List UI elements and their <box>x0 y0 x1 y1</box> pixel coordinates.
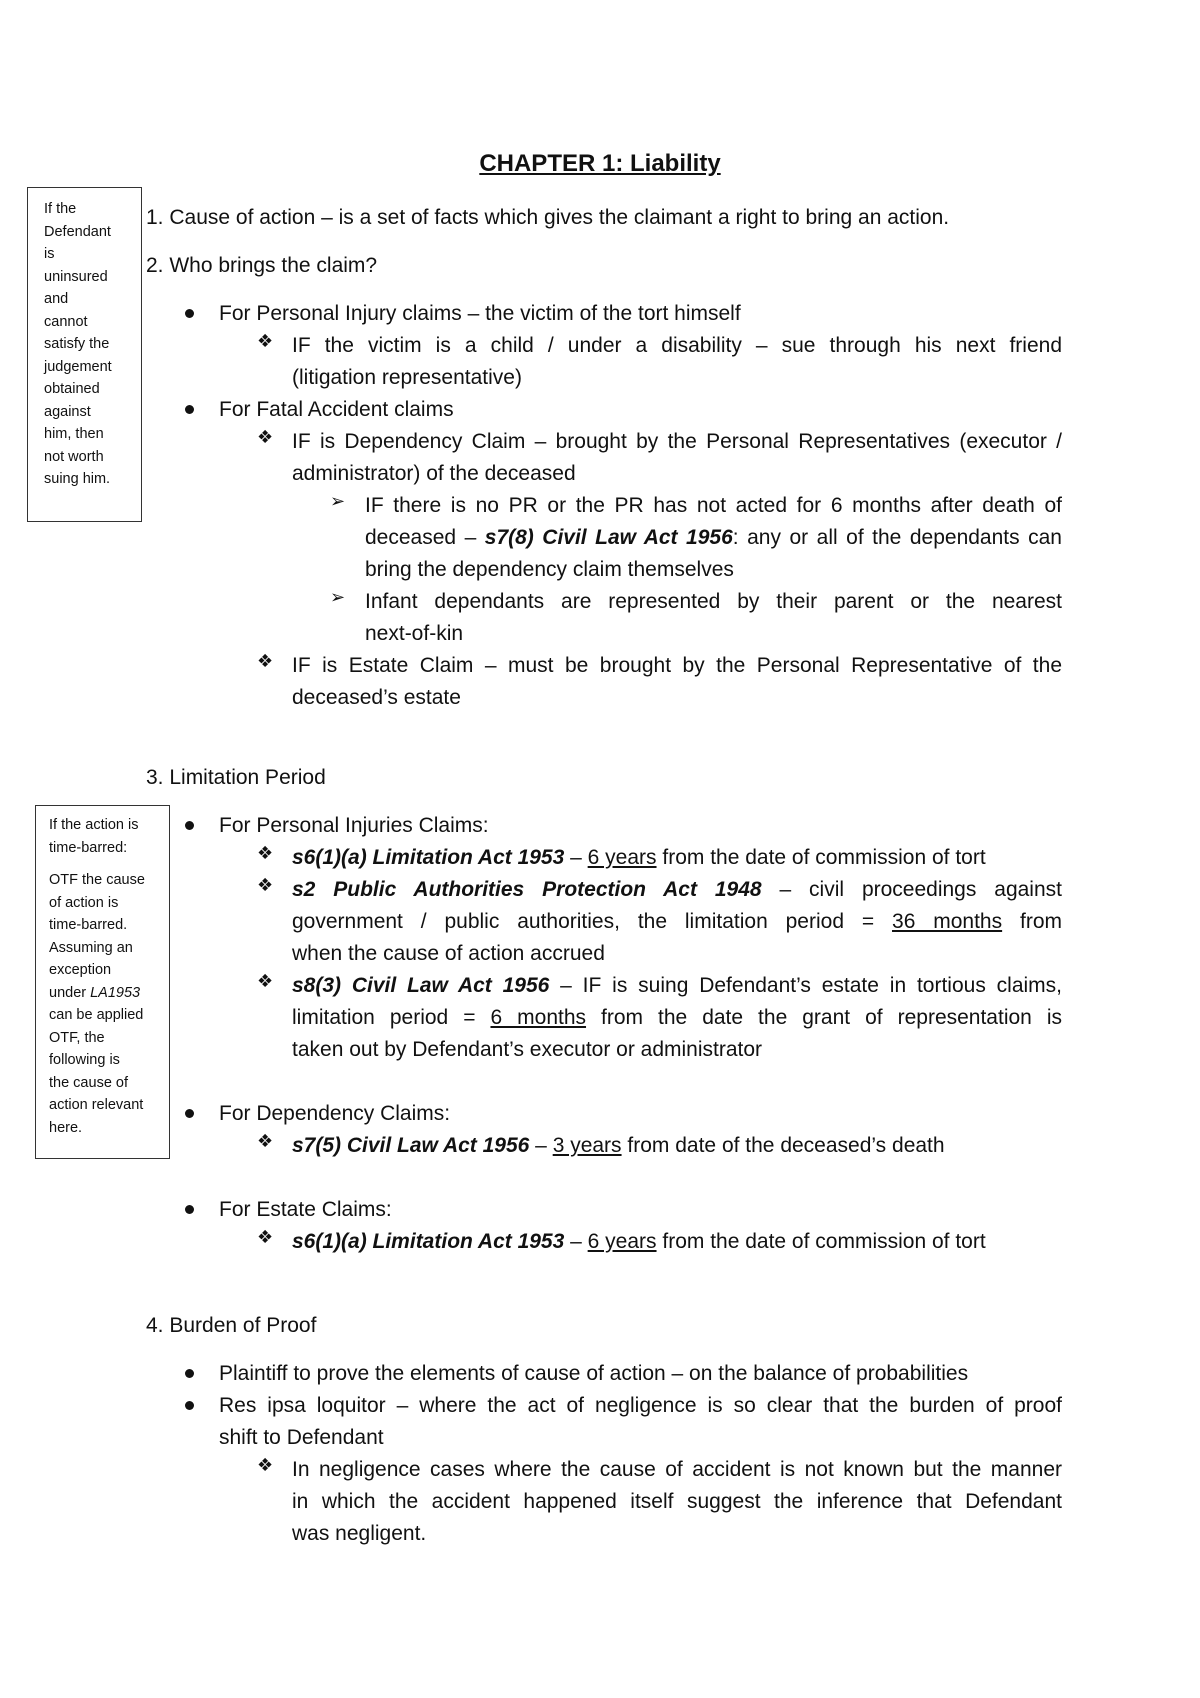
side-note-line: Defendant <box>44 223 111 240</box>
list-item-continuation: (litigation representative) <box>292 366 522 389</box>
list-item-continuation: shift to Defendant <box>219 1426 384 1449</box>
bullet-icon <box>185 1109 194 1118</box>
list-item: Infant dependants are represented by their parent or the nearest <box>365 590 1062 613</box>
section-heading-limitation: 3. Limitation Period <box>146 766 326 789</box>
statute-citation: s6(1)(a) Limitation Act 1953 <box>292 1230 565 1253</box>
diamond-bullet-icon: ❖ <box>257 971 274 991</box>
list-item-continuation: when the cause of action accrued <box>292 942 605 965</box>
list-item: s7(5) Civil Law Act 1956 – 3 years from date of the deceased’s death <box>292 1134 945 1157</box>
side-note-line: OTF the cause <box>49 872 145 888</box>
side-note-line: obtained <box>44 381 100 397</box>
list-item-continuation: deceased’s estate <box>292 686 461 709</box>
side-note-line: here. <box>49 1119 83 1136</box>
side-note-line: If the <box>44 201 77 217</box>
limitation-period: 6 months <box>490 1006 587 1029</box>
list-item-continuation: taken out by Defendant’s executor or administrator <box>292 1038 763 1061</box>
list-item-continuation: next-of-kin <box>365 622 464 645</box>
side-note-line: cannot <box>44 313 88 330</box>
arrow-bullet-icon: ➢ <box>330 491 346 511</box>
list-item: Plaintiff to prove the elements of cause of action – on the balance of probabilities <box>219 1362 969 1385</box>
list-item: s8(3) Civil Law Act 1956 – IF is suing Defendant’s estate in tortious claims, <box>292 974 1062 997</box>
side-note-line: not worth <box>44 448 104 465</box>
diamond-bullet-icon: ❖ <box>257 651 274 671</box>
side-note-line: satisfy the <box>44 336 110 352</box>
side-note-line: time-barred. <box>49 917 128 933</box>
side-note-line: action relevant <box>49 1097 144 1113</box>
page-title: CHAPTER 1: Liability <box>479 150 721 177</box>
diamond-bullet-icon: ❖ <box>257 331 274 351</box>
list-item-continuation: government / public authorities, the limitation period = 36 months from <box>292 910 1062 933</box>
statute-citation: s8(3) Civil Law Act 1956 <box>292 974 550 997</box>
list-item-continuation: limitation period = 6 months from the date the grant of representation is <box>292 1006 1063 1029</box>
bullet-icon <box>185 821 194 830</box>
list-item: s6(1)(a) Limitation Act 1953 – 6 years from the date of commission of tort <box>292 1230 986 1253</box>
list-item: IF there is no PR or the PR has not acted for 6 months after death of <box>365 494 1062 517</box>
side-note-line: can be applied <box>49 1007 144 1023</box>
side-note-line: against <box>44 403 91 420</box>
statute-abbrev: LA1953 <box>86 984 141 1001</box>
section-heading-burden: 4. Burden of Proof <box>146 1314 317 1337</box>
side-note-line: and <box>44 291 69 307</box>
list-item-continuation: in which the accident happened itself suggest the inference that Defendant <box>292 1490 1062 1513</box>
list-item-continuation: deceased – s7(8) Civil Law Act 1956: any or all of the dependants can <box>365 526 1062 549</box>
limitation-period: 36 months <box>892 910 1003 933</box>
side-note-line: uninsured <box>44 268 108 285</box>
list-item-continuation: administrator) of the deceased <box>292 462 576 485</box>
list-item: IF the victim is a child / under a disability – sue through his next friend <box>292 334 1062 357</box>
side-note-line: time-barred: <box>49 839 128 856</box>
cause-of-action-definition: 1. Cause of action – is a set of facts which gives the claimant a right to bring an action. <box>146 206 950 229</box>
side-note-line: of action is <box>49 894 119 911</box>
side-note-line: under LA1953 <box>49 984 141 1001</box>
statute-citation: s6(1)(a) Limitation Act 1953 <box>292 846 565 869</box>
limitation-period: 3 years <box>552 1134 622 1157</box>
side-note-line: OTF, the <box>49 1029 105 1046</box>
side-note-line: is <box>44 246 55 262</box>
diamond-bullet-icon: ❖ <box>257 875 274 895</box>
side-note-text <box>44 198 141 491</box>
list-item: s6(1)(a) Limitation Act 1953 – 6 years from the date of commission of tort <box>292 846 986 869</box>
side-note-time-barred <box>35 805 170 1159</box>
side-note-line: judgement <box>44 358 112 375</box>
limitation-period: 6 years <box>587 846 657 869</box>
side-note-line: following is <box>49 1052 120 1068</box>
statute-citation: s2 Public Authorities Protection Act 1948 <box>292 878 762 901</box>
bullet-icon <box>185 309 194 318</box>
bullet-icon <box>185 1369 194 1378</box>
side-note-text <box>49 869 169 1139</box>
diamond-bullet-icon: ❖ <box>257 427 274 447</box>
side-note-line: the cause of <box>49 1074 128 1091</box>
list-item: For Fatal Accident claims <box>219 398 454 421</box>
list-item: In negligence cases where the cause of accident is not known but the manner <box>292 1458 1062 1481</box>
bullet-icon <box>185 1205 194 1214</box>
list-item: s2 Public Authorities Protection Act 1948 – civil proceedings against <box>292 878 1062 901</box>
list-item: For Personal Injury claims – the victim of the tort himself <box>219 302 741 325</box>
list-item: For Personal Injuries Claims: <box>219 814 489 837</box>
list-item: For Dependency Claims: <box>219 1102 451 1125</box>
side-note-line: exception <box>49 962 112 978</box>
list-item: IF is Estate Claim – must be brought by the Personal Representative of the <box>292 654 1062 677</box>
bullet-icon <box>185 1401 194 1410</box>
diamond-bullet-icon: ❖ <box>257 1227 274 1247</box>
side-note-line: suing him. <box>44 471 111 487</box>
side-note-uninsured-defendant <box>27 187 142 522</box>
list-item-continuation: bring the dependency claim themselves <box>365 558 734 581</box>
statute-citation: s7(5) Civil Law Act 1956 <box>292 1134 530 1157</box>
side-note-heading <box>49 814 169 859</box>
list-item-continuation: was negligent. <box>292 1522 427 1545</box>
diamond-bullet-icon: ❖ <box>257 843 274 863</box>
list-item: IF is Dependency Claim – brought by the Personal Representatives (executor / <box>292 430 1062 453</box>
list-item: Res ipsa loquitor – where the act of negligence is so clear that the burden of proof <box>219 1394 1062 1417</box>
side-note-line: him, then <box>44 426 104 442</box>
limitation-period: 6 years <box>587 1230 657 1253</box>
arrow-bullet-icon: ➢ <box>330 587 346 607</box>
section-heading-who-brings: 2. Who brings the claim? <box>146 254 378 277</box>
list-item: For Estate Claims: <box>219 1198 392 1221</box>
side-note-line: Assuming an <box>49 939 133 956</box>
bullet-icon <box>185 405 194 414</box>
diamond-bullet-icon: ❖ <box>257 1455 274 1475</box>
side-note-line: If the action is <box>49 817 139 833</box>
diamond-bullet-icon: ❖ <box>257 1131 274 1151</box>
statute-citation: s7(8) Civil Law Act 1956 <box>484 526 733 549</box>
